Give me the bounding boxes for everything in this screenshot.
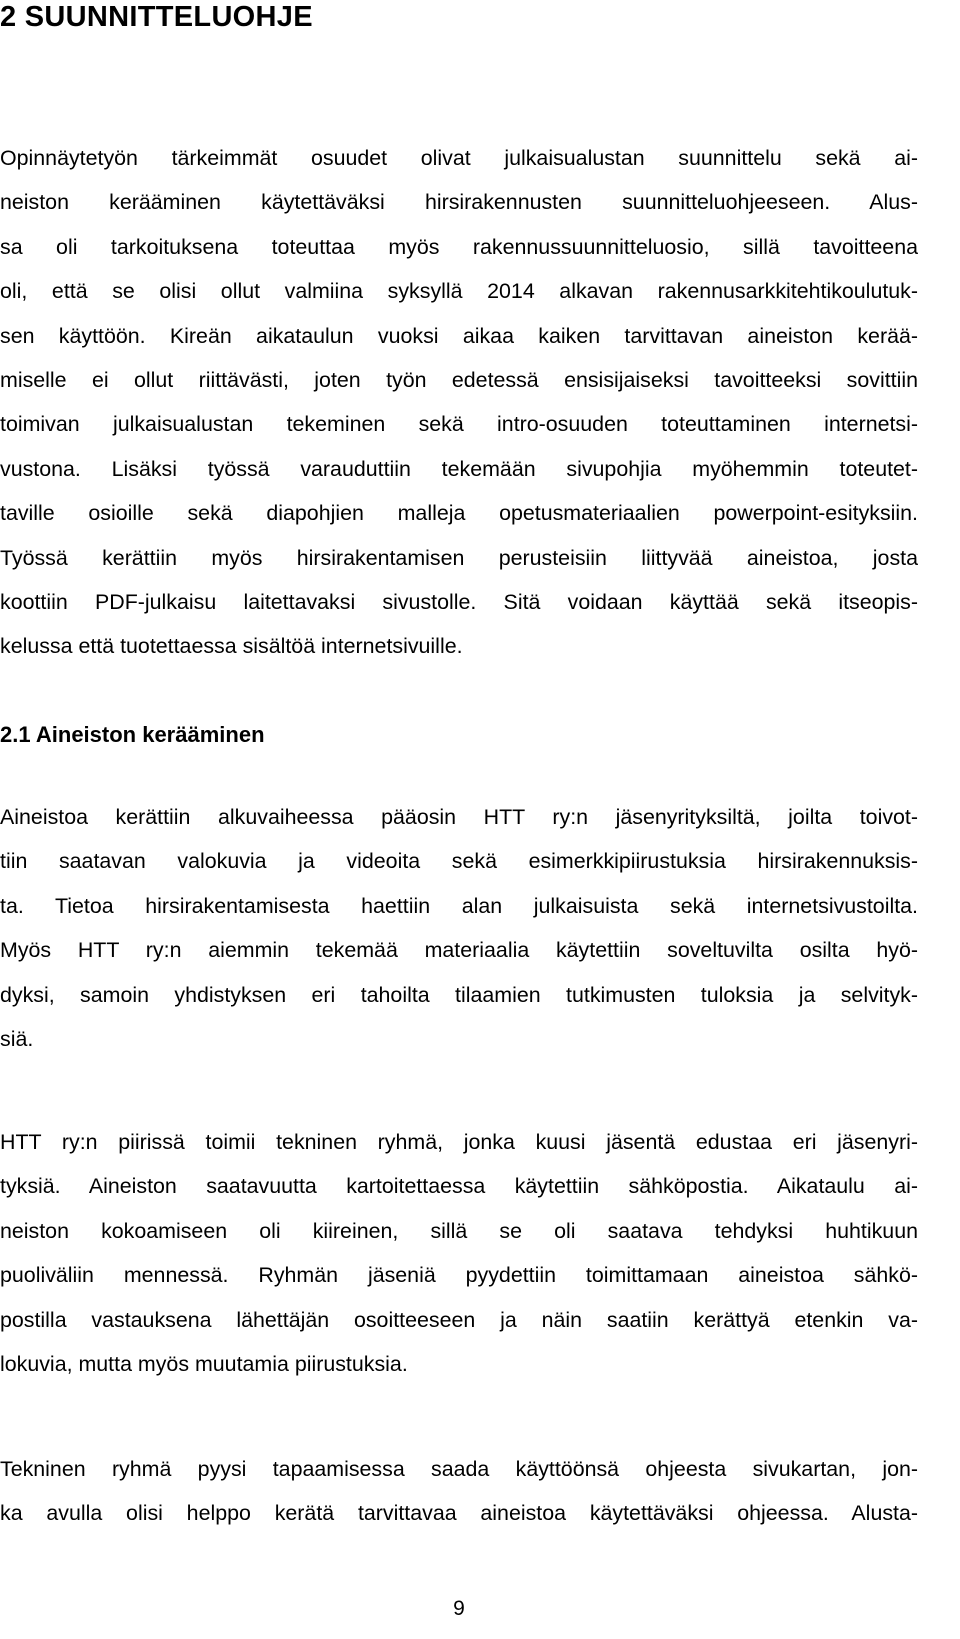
paragraph-line: sa oli tarkoituksena toteuttaa myös rakennussuunnitteluosio, sillä tavoitteena (0, 234, 918, 259)
section-title: 2.1 Aineiston kerääminen (0, 722, 265, 747)
paragraph-line: Myös HTT ry:n aiemmin tekemää materiaalia käytettiin soveltuvilta osilta hyö- (0, 938, 918, 963)
paragraph-line: toimivan julkaisualustan tekeminen sekä intro-osuuden toteuttaminen internetsi- (0, 412, 918, 437)
chapter-title: 2 SUUNNITTELUOHJE (0, 1, 313, 33)
paragraph-line: postilla vastauksena lähettäjän osoitteeseen ja näin saatiin kerättyä etenkin va- (0, 1307, 918, 1332)
paragraph-line: HTT ry:n piirissä toimii tekninen ryhmä, jonka kuusi jäsentä edustaa eri jäsenyri- (0, 1130, 918, 1154)
paragraph-line: Tekninen ryhmä pyysi tapaamisessa saada käyttöönsä ohjeesta sivukartan, jon- (0, 1457, 918, 1481)
paragraph-line: oli, että se olisi ollut valmiina syksyllä 2014 alkavan rakennusarkkitehtikoulutuk- (0, 279, 918, 304)
paragraph-line: koottiin PDF-julkaisu laitettavaksi sivustolle. Sitä voidaan käyttää sekä itseopis- (0, 589, 918, 614)
paragraph-line: tiin saatavan valokuvia ja videoita sekä esimerkkipiirustuksia hirsirakennuksis- (0, 849, 918, 874)
paragraph-line: neiston kerääminen käytettäväksi hirsirakennusten suunnitteluohjeeseen. Alus- (0, 190, 918, 215)
paragraph-4 (0, 1447, 918, 1536)
paragraph-2 (0, 795, 918, 1061)
paragraph-line: miselle ei ollut riittävästi, joten työn edetessä ensisijaiseksi tavoitteeksi sovittiin (0, 367, 918, 392)
paragraph-line: puoliväliin mennessä. Ryhmän jäseniä pyydettiin toimittamaan aineistoa sähkö- (0, 1263, 918, 1288)
paragraph-line: tyksiä. Aineiston saatavuutta kartoitettaessa käytettiin sähköpostia. Aikataulu ai- (0, 1174, 918, 1199)
paragraph-line: ka avulla olisi helppo kerätä tarvittavaa aineistoa käytettäväksi ohjeessa. Alusta- (0, 1501, 918, 1526)
page-number: 9 (453, 1597, 465, 1620)
paragraph-line: Aineistoa kerättiin alkuvaiheessa pääosin HTT ry:n jäsenyrityksiltä, joilta toivot- (0, 805, 918, 829)
paragraph-3 (0, 1120, 918, 1386)
paragraph-1 (0, 136, 918, 669)
paragraph-line: dyksi, samoin yhdistyksen eri tahoilta tilaamien tutkimusten tuloksia ja selvityk- (0, 982, 918, 1007)
paragraph-line: neiston kokoamiseen oli kiireinen, sillä se oli saatava tehdyksi huhtikuun (0, 1218, 918, 1243)
paragraph-line: taville osioille sekä diapohjien malleja opetusmateriaalien powerpoint-esityksiin. (0, 501, 918, 526)
paragraph-line: lokuvia, mutta myös muutamia piirustuksia. (0, 1351, 408, 1376)
paragraph-line: vustona. Lisäksi työssä varauduttiin tekemään sivupohjia myöhemmin toteutet- (0, 456, 918, 481)
paragraph-line: ta. Tietoa hirsirakentamisesta haettiin alan julkaisuista sekä internetsivustoilta. (0, 893, 918, 918)
paragraph-line: siä. (0, 1026, 34, 1051)
paragraph-line: Opinnäytetyön tärkeimmät osuudet olivat julkaisualustan suunnittelu sekä ai- (0, 146, 918, 170)
paragraph-line: sen käyttöön. Kireän aikataulun vuoksi aikaa kaiken tarvittavan aineiston kerää- (0, 323, 918, 348)
paragraph-line: Työssä kerättiin myös hirsirakentamisen perusteisiin liittyvää aineistoa, josta (0, 545, 918, 570)
paragraph-line: kelussa että tuotettaessa sisältöä internetsivuille. (0, 634, 463, 659)
